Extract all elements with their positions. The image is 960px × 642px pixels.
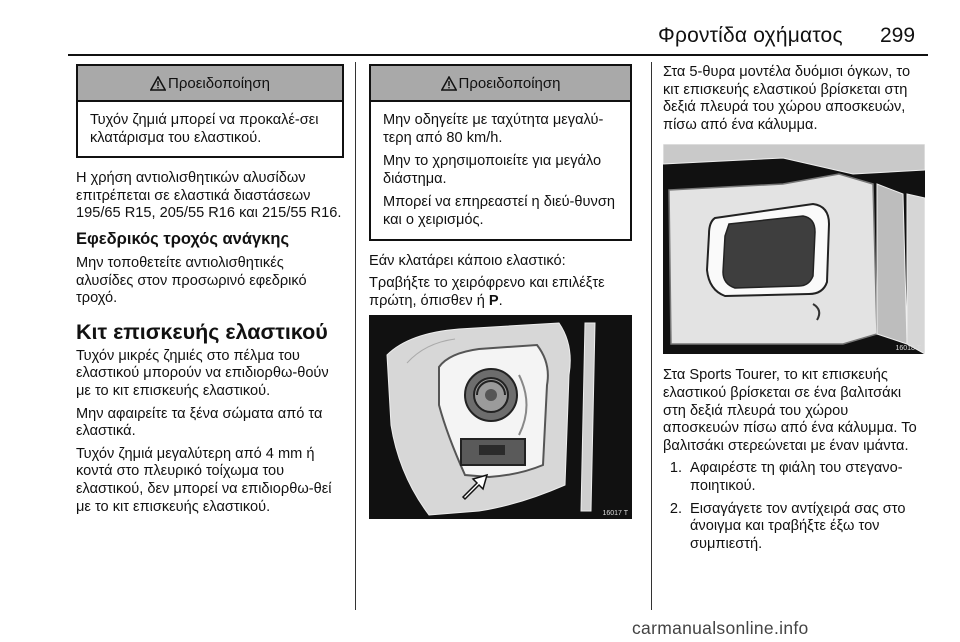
column-divider-1 (355, 62, 356, 610)
left-column (76, 64, 344, 521)
page-number: 299 (880, 24, 916, 47)
step-item (663, 501, 928, 554)
warning-box (369, 64, 632, 241)
repair-kit-paragraph-1: Τυχόν μικρές ζημιές στο πέλμα του ελαστικού μπορούν να επιδιορθω-θούν με το κιτ επισκευής ελαστικού. (76, 347, 329, 399)
spare-wheel-paragraph: Μην τοποθετείτε αντιολισθητικές αλυσίδες στον προσωρινό εφεδρικό τροχό. (76, 254, 307, 307)
section-title: Φροντίδα οχήματος (658, 24, 843, 47)
warning-line-3: Μπορεί να επηρεαστεί η διεύ-θυνση και ο χειρισμός. (383, 194, 615, 228)
column-divider-2 (651, 62, 652, 610)
trunk-kit-illustration (369, 315, 632, 519)
park-gear-label: P (488, 292, 499, 309)
warning-text: Τυχόν ζημιά μπορεί να προκαλέ-σει κλατάρισμα του ελαστικού. (90, 112, 319, 146)
figure-code: 16017 T (602, 510, 628, 518)
warning-header (371, 66, 630, 102)
flat-tire-paragraph: Εάν κλατάρει κάποιο ελαστικό: (369, 252, 566, 269)
middle-column (369, 64, 632, 519)
warning-line-1: Μην οδηγείτε με ταχύτητα μεγαλύ-τερη από 80 km/h. (383, 112, 604, 146)
warning-box (76, 64, 344, 158)
trunk-cover-drawing (663, 144, 925, 354)
step-number: 1. (669, 460, 682, 477)
spare-wheel-heading: Εφεδρικός τροχός ανάγκης (76, 229, 290, 248)
step-number: 2. (669, 500, 682, 517)
handbrake-paragraph: Τραβήξτε το χειρόφρενο και επιλέξτε πρώτη, όπισθεν ή P. (369, 275, 605, 309)
repair-kit-heading: Κιτ επισκευής ελαστικού (76, 319, 328, 344)
warning-title: Προειδοποίηση (458, 74, 561, 92)
trunk-compartment-drawing (369, 315, 632, 519)
sports-tourer-paragraph: Στα Sports Tourer, το κιτ επισκευής ελαστικού βρίσκεται σε ένα βαλιτσάκι στη δεξιά πλευρά του χώρου αποσκευών πίσω από ένα κάλυμμα. Το βαλιτσάκι στερεώνεται με έναν ιμάντα. (663, 367, 917, 454)
steps-list (663, 460, 928, 553)
warning-triangle-icon (441, 76, 457, 91)
trunk-cover-illustration (663, 144, 925, 354)
watermark: carmanualsonline.info (632, 618, 809, 638)
repair-kit-paragraph-2: Μην αφαιρείτε τα ξένα σώματα από τα ελαστικά. (76, 405, 323, 440)
step-text: Αφαιρέστε τη φιάλη του στεγανο-ποιητικού. (690, 460, 903, 494)
step-item (663, 460, 928, 495)
right-column (663, 64, 928, 558)
warning-title: Προειδοποίηση (168, 74, 270, 92)
figure-code: 16018 T (895, 345, 921, 353)
warning-line-2: Μην το χρησιμοποιείτε για μεγάλο διάστημα. (383, 153, 602, 187)
repair-kit-paragraph-3: Τυχόν ζημιά μεγαλύτερη από 4 mm ή κοντά στο πλευρικό τοίχωμα του ελαστικού, δεν μπορεί να επιδιορθω-θεί με το κιτ επισκευής ελαστικού. (76, 445, 332, 515)
header-divider (68, 54, 928, 56)
step-text: Εισαγάγετε τον αντίχειρά σας στο άνοιγμα και τραβήξτε έξω τον συμπιεστή. (690, 500, 906, 552)
hatchback-paragraph: Στα 5-θυρα μοντέλα δυόμισι όγκων, το κιτ επισκευής ελαστικού βρίσκεται στη δεξιά πλευρά του χώρου αποσκευών, πίσω από ένα κάλυμμα. (663, 64, 911, 133)
chains-paragraph: Η χρήση αντιολισθητικών αλυσίδων επιτρέπεται σε ελαστικά διαστάσεων 195/65 R15, 205/55 R16 και 215/55 R16. (76, 170, 342, 222)
page-header (0, 0, 960, 60)
warning-triangle-icon (150, 76, 166, 91)
warning-header (78, 66, 342, 102)
